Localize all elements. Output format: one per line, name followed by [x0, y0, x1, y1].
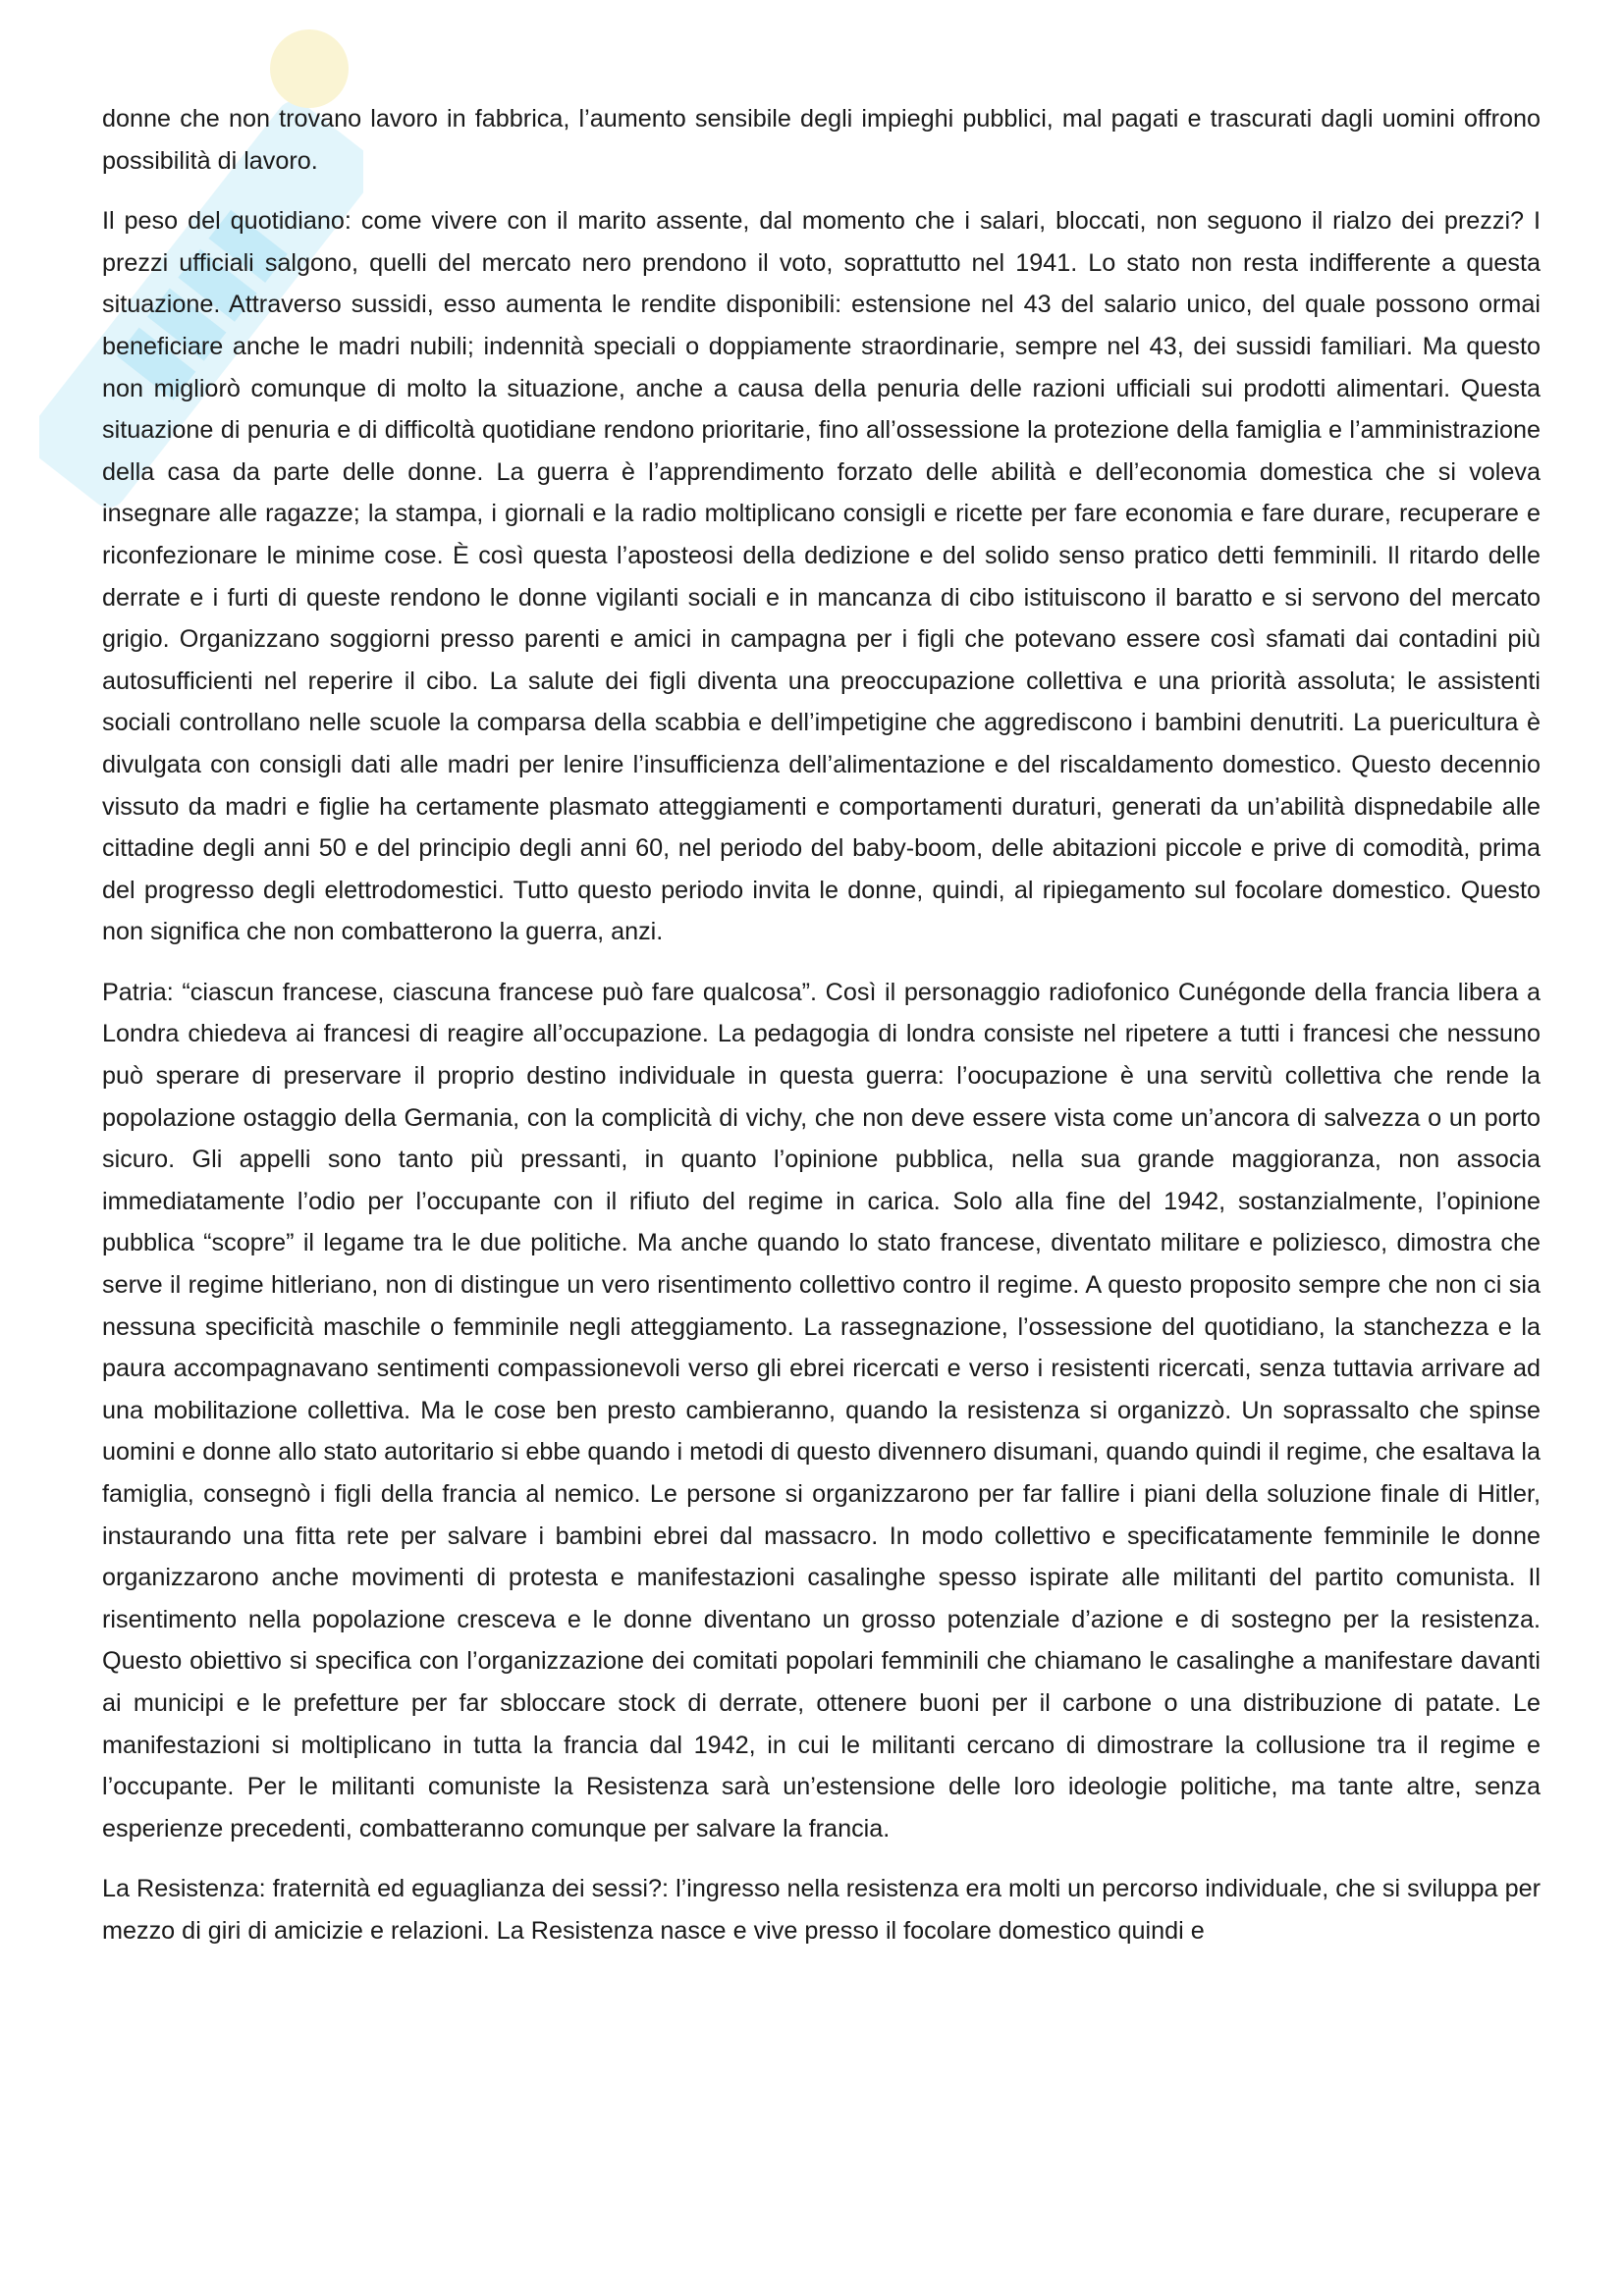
paragraph-intro-continuation: donne che non trovano lavoro in fabbrica, l’aumento sensibile degli impieghi pubblici, mal pagati e trascurati dagli uomini offrono possibilità di lavoro. [102, 105, 1541, 175]
paragraph-resistenza: La Resistenza: fraternità ed eguaglianza dei sessi?: l’ingresso nella resistenza era molti un percorso individuale, che si sviluppa per mezzo di giri di amicizie e relazioni. La Resistenza nasce e vive presso il focolare domestico quindi e [102, 1875, 1541, 1945]
watermark-accent-shape [270, 29, 349, 108]
watermark-glyphs: ▮▮▮▮ [95, 191, 298, 410]
paragraph-patria: Patria: “ciascun francese, ciascuna francese può fare qualcosa”. Così il personaggio radiofonico Cunégonde della francia libera a Londra chiedeva ai francesi di reagire all’occupazione. La pedagogia di londra consiste nel ripetere a tutti i francesi che nessuno può sperare di preservare il proprio destino individuale in questa guerra: l’oocupazione è una servitù collettiva che rende la popolazione ostaggio della Germania, con la complicità di vichy, che non deve essere vista come un’ancora di salvezza o un porto sicuro. Gli appelli sono tanto più pressanti, in quanto l’opinione pubblica, nella sua grande maggioranza, non associa immediatamente l’odio per l’occupante con il rifiuto del regime in carica. Solo alla fine del 1942, sostanzialmente, l’opinione pubblica “scopre” il legame tra le due politiche. Ma anche quando lo stato francese, diventato militare e poliziesco, dimostra che serve il regime hitleriano, non di distingue un vero risentimento collettivo contro il regime. A questo proposito sempre che non ci sia nessuna specificità maschile o femminile negli atteggiamento. La rassegnazione, l’ossessione del quotidiano, la stanchezza e la paura accompagnavano sentimenti compassionevoli verso gli ebrei ricercati e verso i resistenti ricercati, senza tuttavia arrivare ad una mobilitazione collettiva. Ma le cose ben presto cambieranno, quando la resistenza si organizzò. Un soprassalto che spinse uomini e donne allo stato autoritario si ebbe quando i metodi di questo divennero disumani, quando quindi il regime, che esaltava la famiglia, consegnò i figli della francia al nemico. Le persone si organizzarono per far fallire i piani della soluzione finale di Hitler, instaurando una fitta rete per salvare i bambini ebrei dal massacro. In modo collettivo e specificatamente femminile le donne organizzarono anche movimenti di protesta e manifestazioni casalinghe spesso ispirate alle militanti del partito comunista. Il risentimento nella popolazione cresceva e le donne diventano un grosso potenziale d’azione e di sostegno per la resistenza. Questo obiettivo si specifica con l’organizzazione dei comitati popolari femminili che chiamano le casalinghe a manifestare davanti ai municipi e le prefetture per far sbloccare stock di derrate, ottenere buoni per il carbone o una distribuzione di patate. Le manifestazioni si moltiplicano in tutta la francia dal 1942, in cui le militanti cercano di dimostrare la collusione tra il regime e l’occupante. Per le militanti comuniste la Resistenza sarà un’estensione delle loro ideologie politiche, ma tante altre, senza esperienze precedenti, combatteranno comunque per salvare la francia. [102, 978, 1541, 1842]
paragraph-everyday-burden: Il peso del quotidiano: come vivere con il marito assente, dal momento che i salari, bloccati, non seguono il rialzo dei prezzi? I prezzi ufficiali salgono, quelli del mercato nero prendono il voto, soprattutto nel 1941. Lo stato non resta indifferente a questa situazione. Attraverso sussidi, esso aumenta le rendite disponibili: estensione nel 43 del salario unico, del quale possono ormai beneficiare anche le madri nubili; indennità speciali o doppiamente straordinarie, sempre nel 43, dei sussidi familiari. Ma questo non migliorò comunque di molto la situazione, anche a causa della penuria delle razioni ufficiali sui prodotti alimentari. Questa situazione di penuria e di difficoltà quotidiane rendono prioritarie, fino all’ossessione la protezione della famiglia e l’amministrazione della casa da parte delle donne. La guerra è l’apprendimento forzato delle abilità e dell’economia domestica che si voleva insegnare alle ragazze; la stampa, i giornali e la radio moltiplicano consigli e ricette per fare economia e fare durare, recuperare e riconfezionare le minime cose. È così questa l’aposteosi della dedizione e del solido senso pratico detti femminili. Il ritardo delle derrate e i furti di queste rendono le donne vigilanti sociali e in mancanza di cibo istituiscono il baratto e si servono del mercato grigio. Organizzano soggiorni presso parenti e amici in campagna per i figli che potevano essere così sfamati dai contadini più autosufficienti nel reperire il cibo. La salute dei figli diventa una preoccupazione collettiva e una priorità assoluta; le assistenti sociali controllano nelle scuole la comparsa della scabbia e dell’impetigine che aggrediscono i bambini denutriti. La puericultura è divulgata con consigli dati alle madri per lenire l’insufficienza dell’alimentazione e del riscaldamento domestico. Questo decennio vissuto da madri e figlie ha certamente plasmato atteggiamenti e comportamenti duraturi, generati da un’abilità dispnedabile alle cittadine degli anni 50 e del principio degli anni 60, nel periodo del baby-boom, delle abitazioni piccole e prive di comodità, prima del progresso degli elettrodomestici. Tutto questo periodo invita le donne, quindi, al ripiegamento sul focolare domestico. Questo non significa che non combatteronо la guerra, anzi. [102, 207, 1541, 946]
document-body [102, 98, 1541, 1971]
